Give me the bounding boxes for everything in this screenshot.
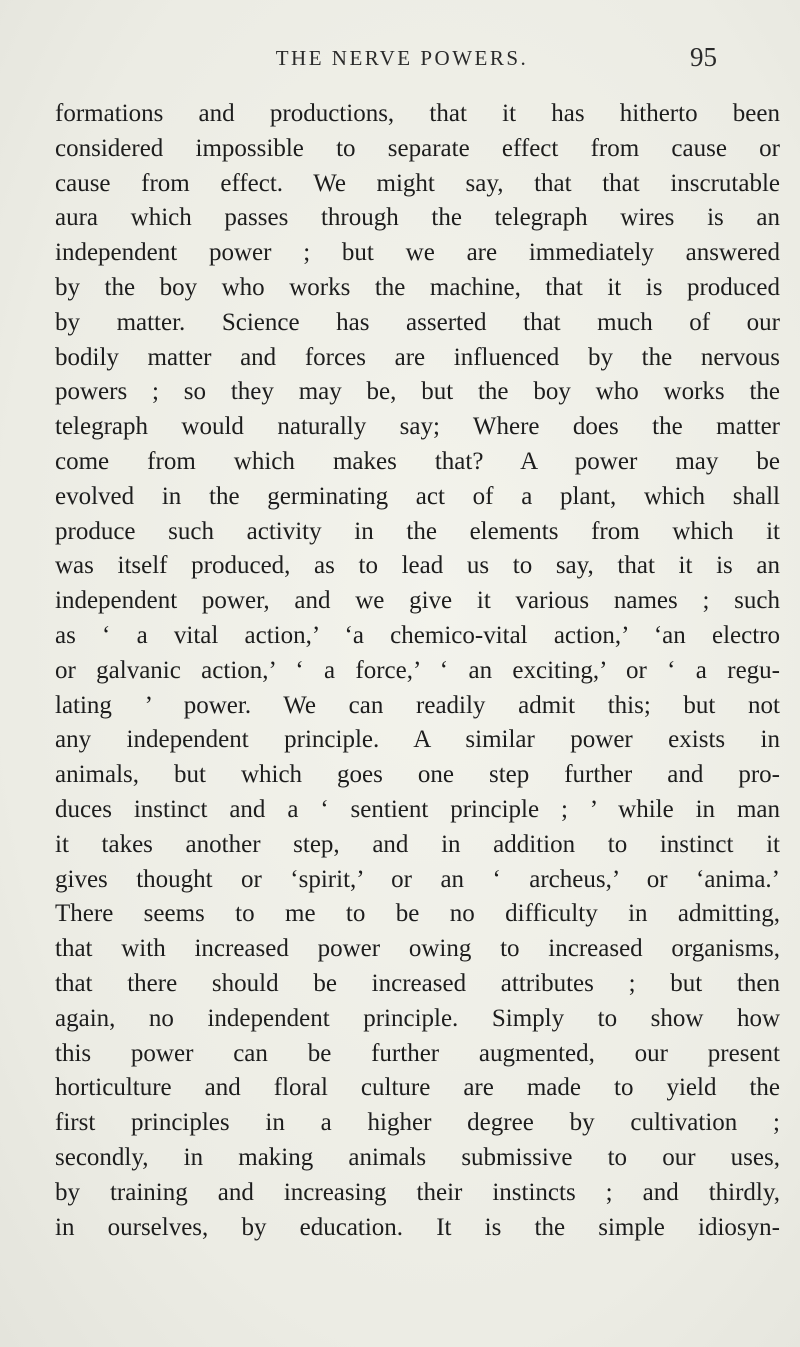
text-line: come from which makes that? A power may be	[55, 447, 780, 475]
text-line: aura which passes through the telegraph wires is an	[55, 204, 780, 232]
text-line: cause from effect. We might say, that that inscrutable	[55, 169, 780, 197]
text-line: this power can be further augmented, our present	[55, 1039, 780, 1067]
running-head-title: THE NERVE POWERS.	[275, 46, 529, 70]
text-line: was itself produced, as to lead us to say, that it is an	[55, 552, 780, 580]
text-line: powers ; so they may be, but the boy who works the	[55, 378, 780, 406]
text-line: that there should be increased attributes ; but then	[55, 969, 780, 997]
text-line: by matter. Science has asserted that much of our	[55, 308, 780, 336]
text-line: in ourselves, by education. It is the simple idiosyn-	[55, 1213, 780, 1241]
text-line: There seems to me to be no difficulty in admitting,	[55, 900, 780, 928]
text-line: duces instinct and a ‘ sentient principle ; ’ while in man	[55, 795, 780, 823]
text-line: produce such activity in the elements from which it	[55, 517, 780, 545]
text-line: or galvanic action,’ ‘ a force,’ ‘ an exciting,’ or ‘ a regu-	[55, 656, 780, 684]
text-line: gives thought or ‘spirit,’ or an ‘ archeus,’ or ‘anima.’	[55, 865, 780, 893]
text-line: that with increased power owing to increased organisms,	[55, 935, 780, 963]
text-line: evolved in the germinating act of a plant, which shall	[55, 482, 780, 510]
text-line: animals, but which goes one step further and pro-	[55, 761, 780, 789]
text-line: first principles in a higher degree by cultivation ;	[55, 1109, 780, 1137]
text-line: secondly, in making animals submissive to our uses,	[55, 1143, 780, 1171]
text-line: any independent principle. A similar power exists in	[55, 726, 780, 754]
text-line: by the boy who works the machine, that it is produced	[55, 273, 780, 301]
running-head	[0, 42, 800, 76]
text-line: telegraph would naturally say; Where does the matter	[55, 413, 780, 441]
text-line: as ‘ a vital action,’ ‘a chemico-vital action,’ ‘an electro	[55, 621, 780, 649]
text-line: independent power, and we give it various names ; such	[55, 587, 780, 615]
text-line: independent power ; but we are immediately answered	[55, 239, 780, 267]
text-line: it takes another step, and in addition to instinct it	[55, 830, 780, 858]
text-line: by training and increasing their instincts ; and thirdly,	[55, 1178, 780, 1206]
text-line: lating ’ power. We can readily admit this; but not	[55, 691, 780, 719]
text-line: considered impossible to separate effect from cause or	[55, 134, 780, 162]
page-number: 95	[690, 42, 717, 72]
body-text	[55, 97, 780, 1245]
text-line: again, no independent principle. Simply to show how	[55, 1004, 780, 1032]
text-line: formations and productions, that it has hitherto been	[55, 100, 780, 127]
text-line: horticulture and floral culture are made to yield the	[55, 1074, 780, 1102]
text-line: bodily matter and forces are influenced by the nervous	[55, 343, 780, 371]
